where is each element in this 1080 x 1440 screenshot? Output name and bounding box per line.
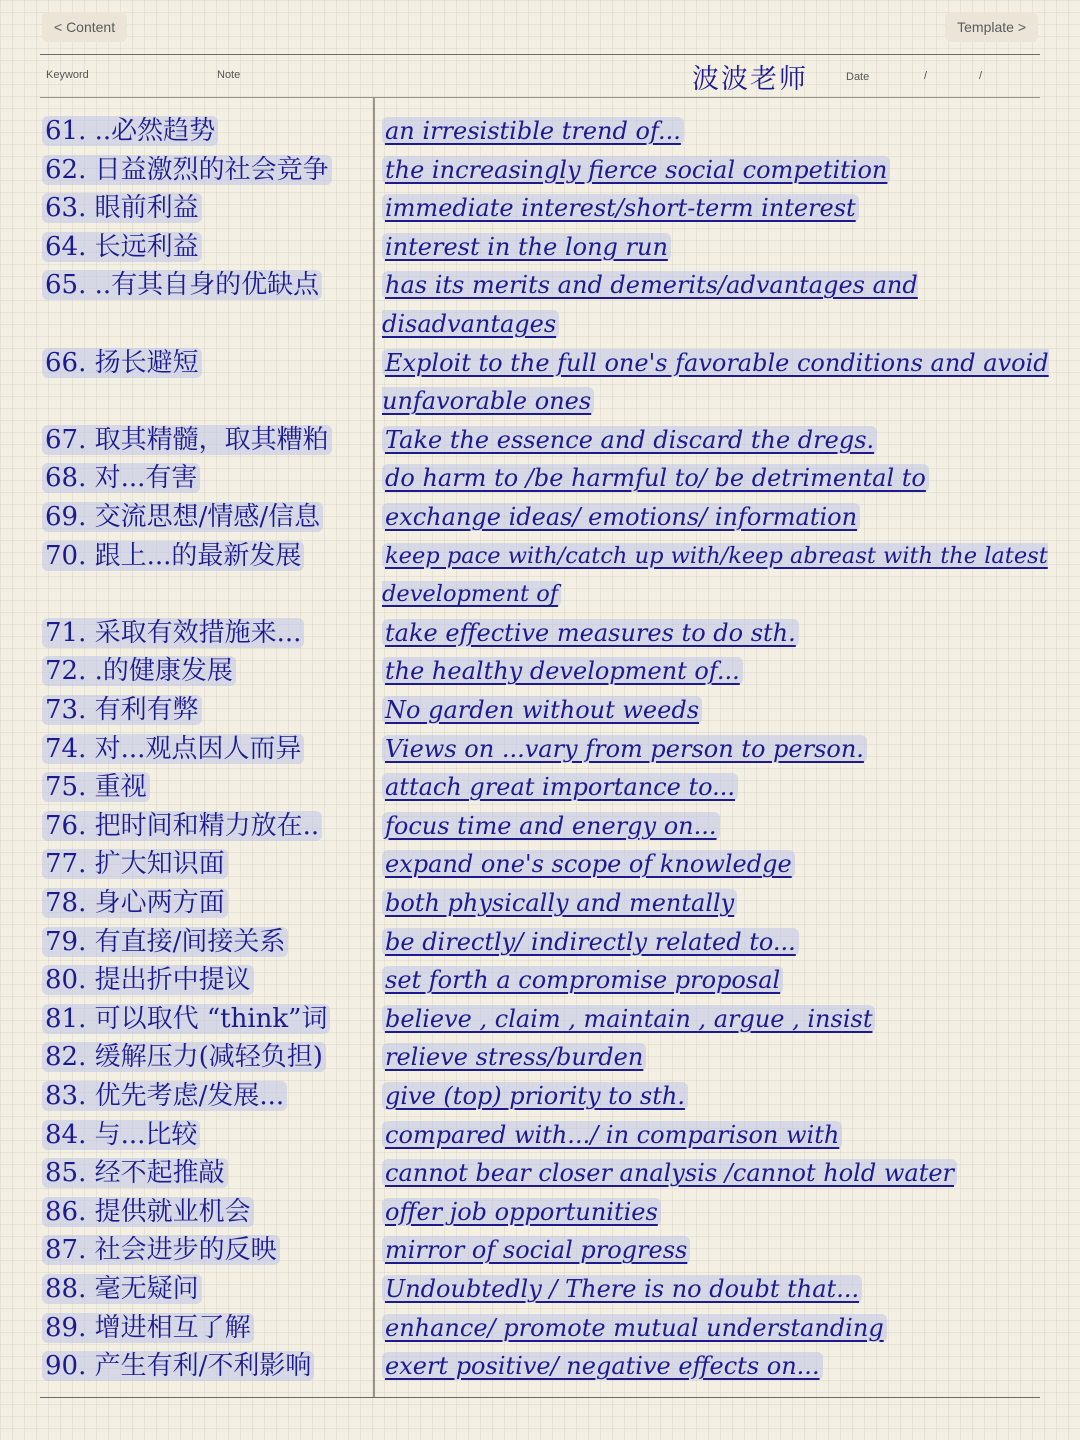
chinese-phrase: 86. 提供就业机会 [42,1193,372,1232]
header-top-rule [40,54,1040,55]
chinese-phrase: 68. 对...有害 [42,459,372,498]
chinese-phrase: 72. .的健康发展 [42,652,372,691]
chinese-phrase: 66. 扬长避短 [42,344,372,383]
chinese-phrase: 74. 对...观点因人而异 [42,730,372,769]
english-phrase: mirror of social progress [382,1231,1072,1270]
chinese-phrase: 85. 经不起推敲 [42,1154,372,1193]
chinese-phrase: 80. 提出折中提议 [42,961,372,1000]
chinese-phrase: 69. 交流思想/情感/信息 [42,498,372,537]
chinese-phrase: 62. 日益激烈的社会竞争 [42,151,372,190]
chinese-phrase: 84. 与...比较 [42,1116,372,1155]
chinese-phrase: 82. 缓解压力(减轻负担) [42,1038,372,1077]
english-phrase: relieve stress/burden [382,1038,1072,1077]
english-phrase: believe , claim , maintain , argue , insist [382,1000,1072,1039]
english-phrase: Views on ...vary from person to person. [382,730,1072,769]
english-phrase: the healthy development of... [382,652,1072,691]
english-phrase: No garden without weeds [382,691,1072,730]
header-bottom-rule [40,97,1040,98]
english-phrase: expand one's scope of knowledge [382,845,1072,884]
chinese-phrase: 88. 毫无疑问 [42,1270,372,1309]
chinese-phrase: 81. 可以取代 “think”词 [42,1000,372,1039]
back-to-content-button[interactable]: < Content [42,12,127,42]
english-phrase: an irresistible trend of... [382,112,1072,151]
english-phrase: be directly/ indirectly related to... [382,923,1072,962]
chinese-phrase: 77. 扩大知识面 [42,845,372,884]
chinese-phrase: 78. 身心两方面 [42,884,372,923]
chinese-phrase: 79. 有直接/间接关系 [42,923,372,962]
chinese-phrase: 65. ..有其自身的优缺点 [42,266,372,305]
template-button[interactable]: Template > [945,12,1038,42]
column-divider [373,98,375,1398]
chinese-phrase: 70. 跟上...的最新发展 [42,537,372,576]
chinese-phrase: 61. ..必然趋势 [42,112,372,151]
english-phrase: enhance/ promote mutual understanding [382,1309,1072,1348]
english-phrase: exchange ideas/ emotions/ information [382,498,1072,537]
english-phrase: do harm to /be harmful to/ be detrimental to [382,459,1072,498]
english-phrase: offer job opportunities [382,1193,1072,1232]
date-label: Date [846,71,870,83]
english-phrase: has its merits and demerits/advantages and disadvantages [382,271,918,338]
english-phrase: compared with.../ in comparison with [382,1116,1072,1155]
english-phrase: both physically and mentally [382,884,1072,923]
english-phrase: Exploit to the full one's favorable conditions and avoid unfavorable ones [382,348,1049,416]
chinese-phrase: 64. 长远利益 [42,228,372,267]
chinese-phrase: 67. 取其精髓，取其糟粕 [42,421,372,460]
english-phrase: cannot bear closer analysis /cannot hold water [382,1154,1072,1193]
chinese-phrase: 73. 有利有弊 [42,691,372,730]
chinese-phrase: 75. 重视 [42,768,372,807]
english-phrase: interest in the long run [382,228,1072,267]
keyword-label: Keyword [46,69,89,81]
english-phrase: exert positive/ negative effects on... [382,1347,1072,1386]
english-phrase: the increasingly fierce social competition [382,151,1072,190]
english-phrase: set forth a compromise proposal [382,961,1072,1000]
chinese-phrase: 71. 采取有效措施来... [42,614,372,653]
teacher-signature: 波波老师 [692,64,808,95]
english-phrase: Take the essence and discard the dregs. [382,421,1072,460]
english-phrase: Undoubtedly / There is no doubt that... [382,1270,1072,1309]
english-phrase: give (top) priority to sth. [382,1077,1072,1116]
english-phrase: attach great importance to... [382,768,1072,807]
chinese-phrase: 89. 增进相互了解 [42,1309,372,1348]
chinese-phrase: 76. 把时间和精力放在.. [42,807,372,846]
date-separator: / [979,70,983,82]
chinese-phrase: 90. 产生有利/不利影响 [42,1347,372,1386]
english-phrase: take effective measures to do sth. [382,614,1072,653]
chinese-phrase: 63. 眼前利益 [42,189,372,228]
english-phrase: immediate interest/short-term interest [382,189,1072,228]
chinese-phrase: 83. 优先考虑/发展... [42,1077,372,1116]
note-label: Note [217,69,241,81]
date-separator: / [924,70,928,82]
english-phrase: focus time and energy on... [382,807,1072,846]
footer-rule [40,1397,1040,1398]
english-phrase: keep pace with/catch up with/keep abreast with the latest development of [382,542,1048,608]
chinese-phrase: 87. 社会进步的反映 [42,1231,372,1270]
